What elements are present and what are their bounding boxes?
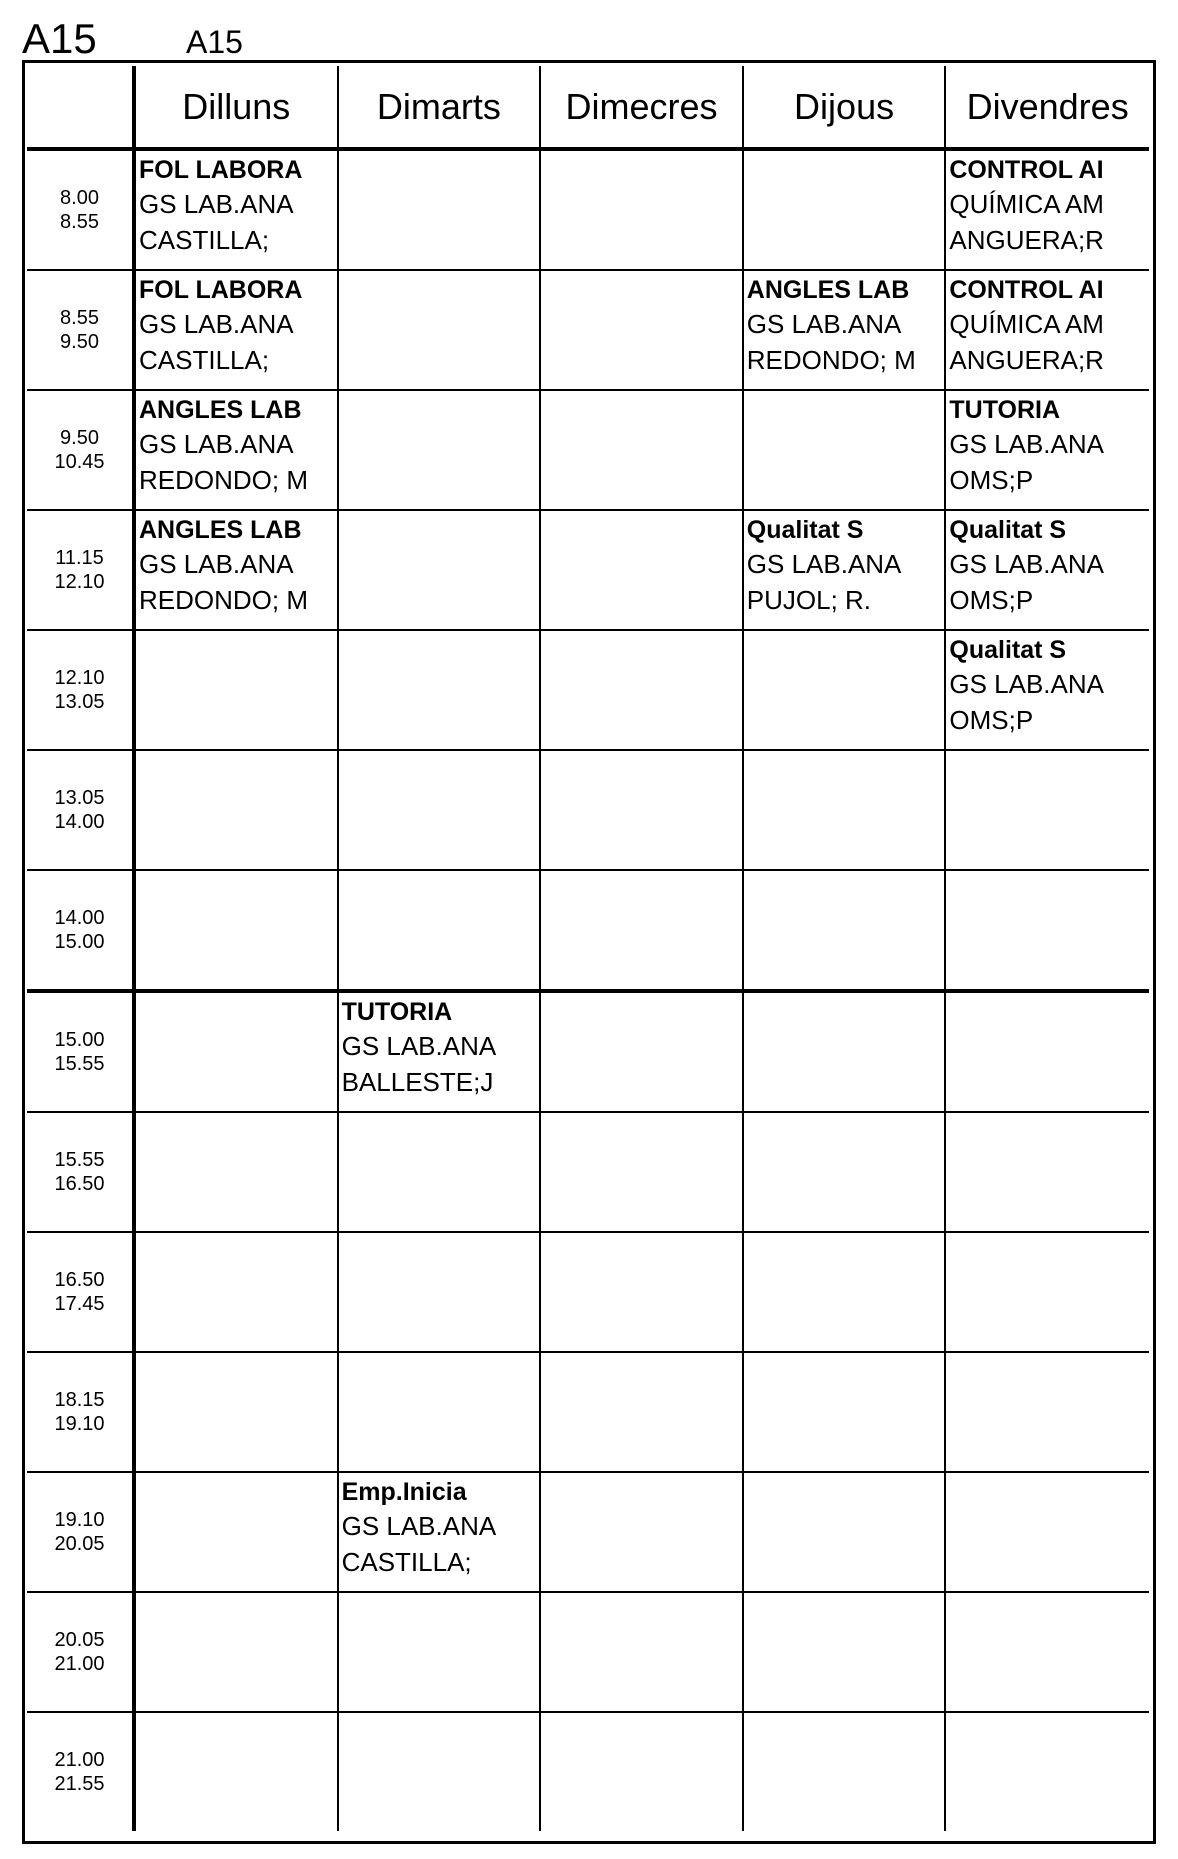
teacher-name: ANGUERA;R <box>949 225 1104 255</box>
schedule-cell <box>339 511 542 629</box>
day-header: Dimarts <box>339 66 542 147</box>
table-row <box>27 391 1149 511</box>
schedule-cell <box>136 511 339 629</box>
time-slot <box>27 1353 136 1471</box>
schedule-cell <box>339 1593 542 1711</box>
header-corner <box>27 66 136 147</box>
schedule-cell <box>946 751 1149 869</box>
schedule-cell <box>541 1713 744 1831</box>
time-start: 18.15 <box>54 1389 105 1411</box>
day-header: Dimecres <box>541 66 744 147</box>
teacher-name: CASTILLA; <box>139 225 270 255</box>
schedule-cell <box>339 1713 542 1831</box>
table-row <box>27 271 1149 391</box>
schedule-cell <box>541 271 744 389</box>
subject-name: Qualitat S <box>949 516 1067 544</box>
time-end: 16.50 <box>54 1173 105 1195</box>
schedule-cell <box>744 993 947 1111</box>
time-slot <box>27 1713 136 1831</box>
schedule-cell <box>136 1113 339 1231</box>
group-name: GS LAB.ANA <box>139 189 294 219</box>
time-end: 8.55 <box>60 211 99 233</box>
subject-name: TUTORIA <box>341 998 453 1026</box>
schedule-cell <box>136 751 339 869</box>
subject-name: ANGLES LAB <box>139 516 302 544</box>
subject-name: Emp.Inicia <box>341 1478 467 1506</box>
time-end: 9.50 <box>60 331 99 353</box>
group-name: GS LAB.ANA <box>341 1031 497 1061</box>
schedule-cell <box>339 1353 542 1471</box>
table-row <box>27 1233 1149 1353</box>
time-start: 8.55 <box>60 307 99 329</box>
group-name: GS LAB.ANA <box>139 429 294 459</box>
subject-name: FOL LABORA <box>139 276 303 304</box>
time-slot <box>27 1593 136 1711</box>
time-start: 20.05 <box>54 1629 105 1651</box>
time-end: 19.10 <box>54 1413 105 1435</box>
table-row <box>27 751 1149 871</box>
schedule-cell <box>339 1473 542 1591</box>
schedule-cell <box>136 1593 339 1711</box>
table-row <box>27 1353 1149 1473</box>
schedule-cell <box>946 151 1149 269</box>
time-slot <box>27 1233 136 1351</box>
group-name: GS LAB.ANA <box>949 549 1104 579</box>
schedule-cell <box>339 631 542 749</box>
time-start: 15.00 <box>54 1029 105 1051</box>
time-end: 12.10 <box>54 571 105 593</box>
time-slot <box>27 391 136 509</box>
time-start: 13.05 <box>54 787 105 809</box>
table-row <box>27 871 1149 993</box>
schedule-cell <box>744 1593 947 1711</box>
subject-name: ANGLES LAB <box>139 396 302 424</box>
time-end: 10.45 <box>54 451 105 473</box>
schedule-cell <box>744 1473 947 1591</box>
time-slot <box>27 151 136 269</box>
schedule-cell <box>136 1353 339 1471</box>
teacher-name: OMS;P <box>949 705 1034 735</box>
timetable <box>27 66 1149 1831</box>
schedule-cell <box>339 871 542 989</box>
schedule-cell <box>541 631 744 749</box>
time-end: 15.55 <box>54 1053 105 1075</box>
schedule-cell <box>541 751 744 869</box>
schedule-cell <box>541 993 744 1111</box>
teacher-name: OMS;P <box>949 585 1034 615</box>
schedule-cell <box>541 391 744 509</box>
time-end: 20.05 <box>54 1533 105 1555</box>
schedule-cell <box>339 751 542 869</box>
schedule-cell <box>136 391 339 509</box>
schedule-cell <box>946 1113 1149 1231</box>
schedule-cell <box>946 1353 1149 1471</box>
teacher-name: REDONDO; M <box>139 585 308 615</box>
schedule-cell <box>541 1233 744 1351</box>
table-row <box>27 1713 1149 1831</box>
schedule-cell <box>946 271 1149 389</box>
page-subtitle: A15 <box>186 24 243 60</box>
schedule-cell <box>541 1113 744 1231</box>
subject-name: TUTORIA <box>949 396 1061 424</box>
group-name: GS LAB.ANA <box>341 1511 497 1541</box>
time-end: 17.45 <box>54 1293 105 1315</box>
table-row <box>27 631 1149 751</box>
schedule-cell <box>339 1113 542 1231</box>
table-row <box>27 151 1149 271</box>
schedule-cell <box>339 271 542 389</box>
group-name: GS LAB.ANA <box>746 309 902 339</box>
teacher-name: CASTILLA; <box>341 1547 472 1577</box>
group-name: QUÍMICA AM <box>949 309 1104 339</box>
schedule-cell <box>946 1233 1149 1351</box>
time-start: 15.55 <box>54 1149 105 1171</box>
schedule-cell <box>744 631 947 749</box>
time-slot <box>27 1113 136 1231</box>
group-name: GS LAB.ANA <box>139 549 294 579</box>
group-name: QUÍMICA AM <box>949 189 1104 219</box>
schedule-cell <box>744 751 947 869</box>
schedule-cell <box>339 1233 542 1351</box>
table-row <box>27 993 1149 1113</box>
schedule-cell <box>744 271 947 389</box>
day-header: Dijous <box>744 66 947 147</box>
header-row <box>27 66 1149 151</box>
schedule-cell <box>946 631 1149 749</box>
subject-name: ANGLES LAB <box>746 276 910 304</box>
schedule-cell <box>136 1473 339 1591</box>
group-name: GS LAB.ANA <box>746 549 902 579</box>
group-name: GS LAB.ANA <box>949 429 1104 459</box>
subject-name: FOL LABORA <box>139 156 303 184</box>
timetable-body <box>27 151 1149 1831</box>
subject-name: CONTROL AI <box>949 276 1104 304</box>
teacher-name: BALLESTE;J <box>341 1067 494 1097</box>
schedule-cell <box>541 151 744 269</box>
schedule-cell <box>541 1353 744 1471</box>
teacher-name: REDONDO; M <box>139 465 308 495</box>
table-row <box>27 511 1149 631</box>
day-header: Dilluns <box>136 66 339 147</box>
schedule-cell <box>946 1593 1149 1711</box>
schedule-cell <box>744 1233 947 1351</box>
schedule-cell <box>136 993 339 1111</box>
time-slot <box>27 871 136 989</box>
group-name: GS LAB.ANA <box>139 309 294 339</box>
time-end: 21.00 <box>54 1653 105 1675</box>
time-slot <box>27 751 136 869</box>
schedule-cell <box>744 871 947 989</box>
time-start: 21.00 <box>54 1749 105 1771</box>
time-slot <box>27 631 136 749</box>
schedule-cell <box>136 1713 339 1831</box>
time-start: 12.10 <box>54 667 105 689</box>
page-title: A15 <box>22 15 97 62</box>
time-start: 19.10 <box>54 1509 105 1531</box>
schedule-cell <box>339 151 542 269</box>
time-start: 16.50 <box>54 1269 105 1291</box>
time-slot <box>27 993 136 1111</box>
time-start: 9.50 <box>60 427 99 449</box>
schedule-cell <box>744 1353 947 1471</box>
schedule-cell <box>744 511 947 629</box>
time-end: 14.00 <box>54 811 105 833</box>
schedule-cell <box>541 1473 744 1591</box>
schedule-cell <box>744 151 947 269</box>
schedule-cell <box>136 871 339 989</box>
schedule-cell <box>136 151 339 269</box>
teacher-name: REDONDO; M <box>746 345 916 375</box>
time-end: 13.05 <box>54 691 105 713</box>
time-start: 14.00 <box>54 907 105 929</box>
subject-name: Qualitat S <box>949 636 1067 664</box>
group-name: GS LAB.ANA <box>949 669 1104 699</box>
schedule-cell <box>946 871 1149 989</box>
schedule-cell <box>744 391 947 509</box>
teacher-name: ANGUERA;R <box>949 345 1104 375</box>
time-end: 15.00 <box>54 931 105 953</box>
schedule-cell <box>541 871 744 989</box>
table-row <box>27 1113 1149 1233</box>
time-slot <box>27 271 136 389</box>
subject-name: Qualitat S <box>746 516 864 544</box>
schedule-cell <box>946 1713 1149 1831</box>
time-end: 21.55 <box>54 1773 105 1795</box>
table-row <box>27 1593 1149 1713</box>
schedule-cell <box>136 1233 339 1351</box>
teacher-name: PUJOL; R. <box>746 585 872 615</box>
table-row <box>27 1473 1149 1593</box>
time-start: 8.00 <box>60 187 99 209</box>
teacher-name: OMS;P <box>949 465 1034 495</box>
time-slot <box>27 1473 136 1591</box>
time-slot <box>27 511 136 629</box>
schedule-cell <box>744 1713 947 1831</box>
schedule-cell <box>541 1593 744 1711</box>
schedule-cell <box>946 391 1149 509</box>
schedule-cell <box>946 993 1149 1111</box>
schedule-cell <box>136 271 339 389</box>
schedule-cell <box>946 1473 1149 1591</box>
schedule-cell <box>136 631 339 749</box>
subject-name: CONTROL AI <box>949 156 1104 184</box>
time-start: 11.15 <box>55 547 104 569</box>
schedule-cell <box>744 1113 947 1231</box>
teacher-name: CASTILLA; <box>139 345 270 375</box>
schedule-cell <box>946 511 1149 629</box>
schedule-cell <box>541 511 744 629</box>
schedule-cell <box>339 993 542 1111</box>
schedule-cell <box>339 391 542 509</box>
day-header: Divendres <box>966 85 1129 127</box>
